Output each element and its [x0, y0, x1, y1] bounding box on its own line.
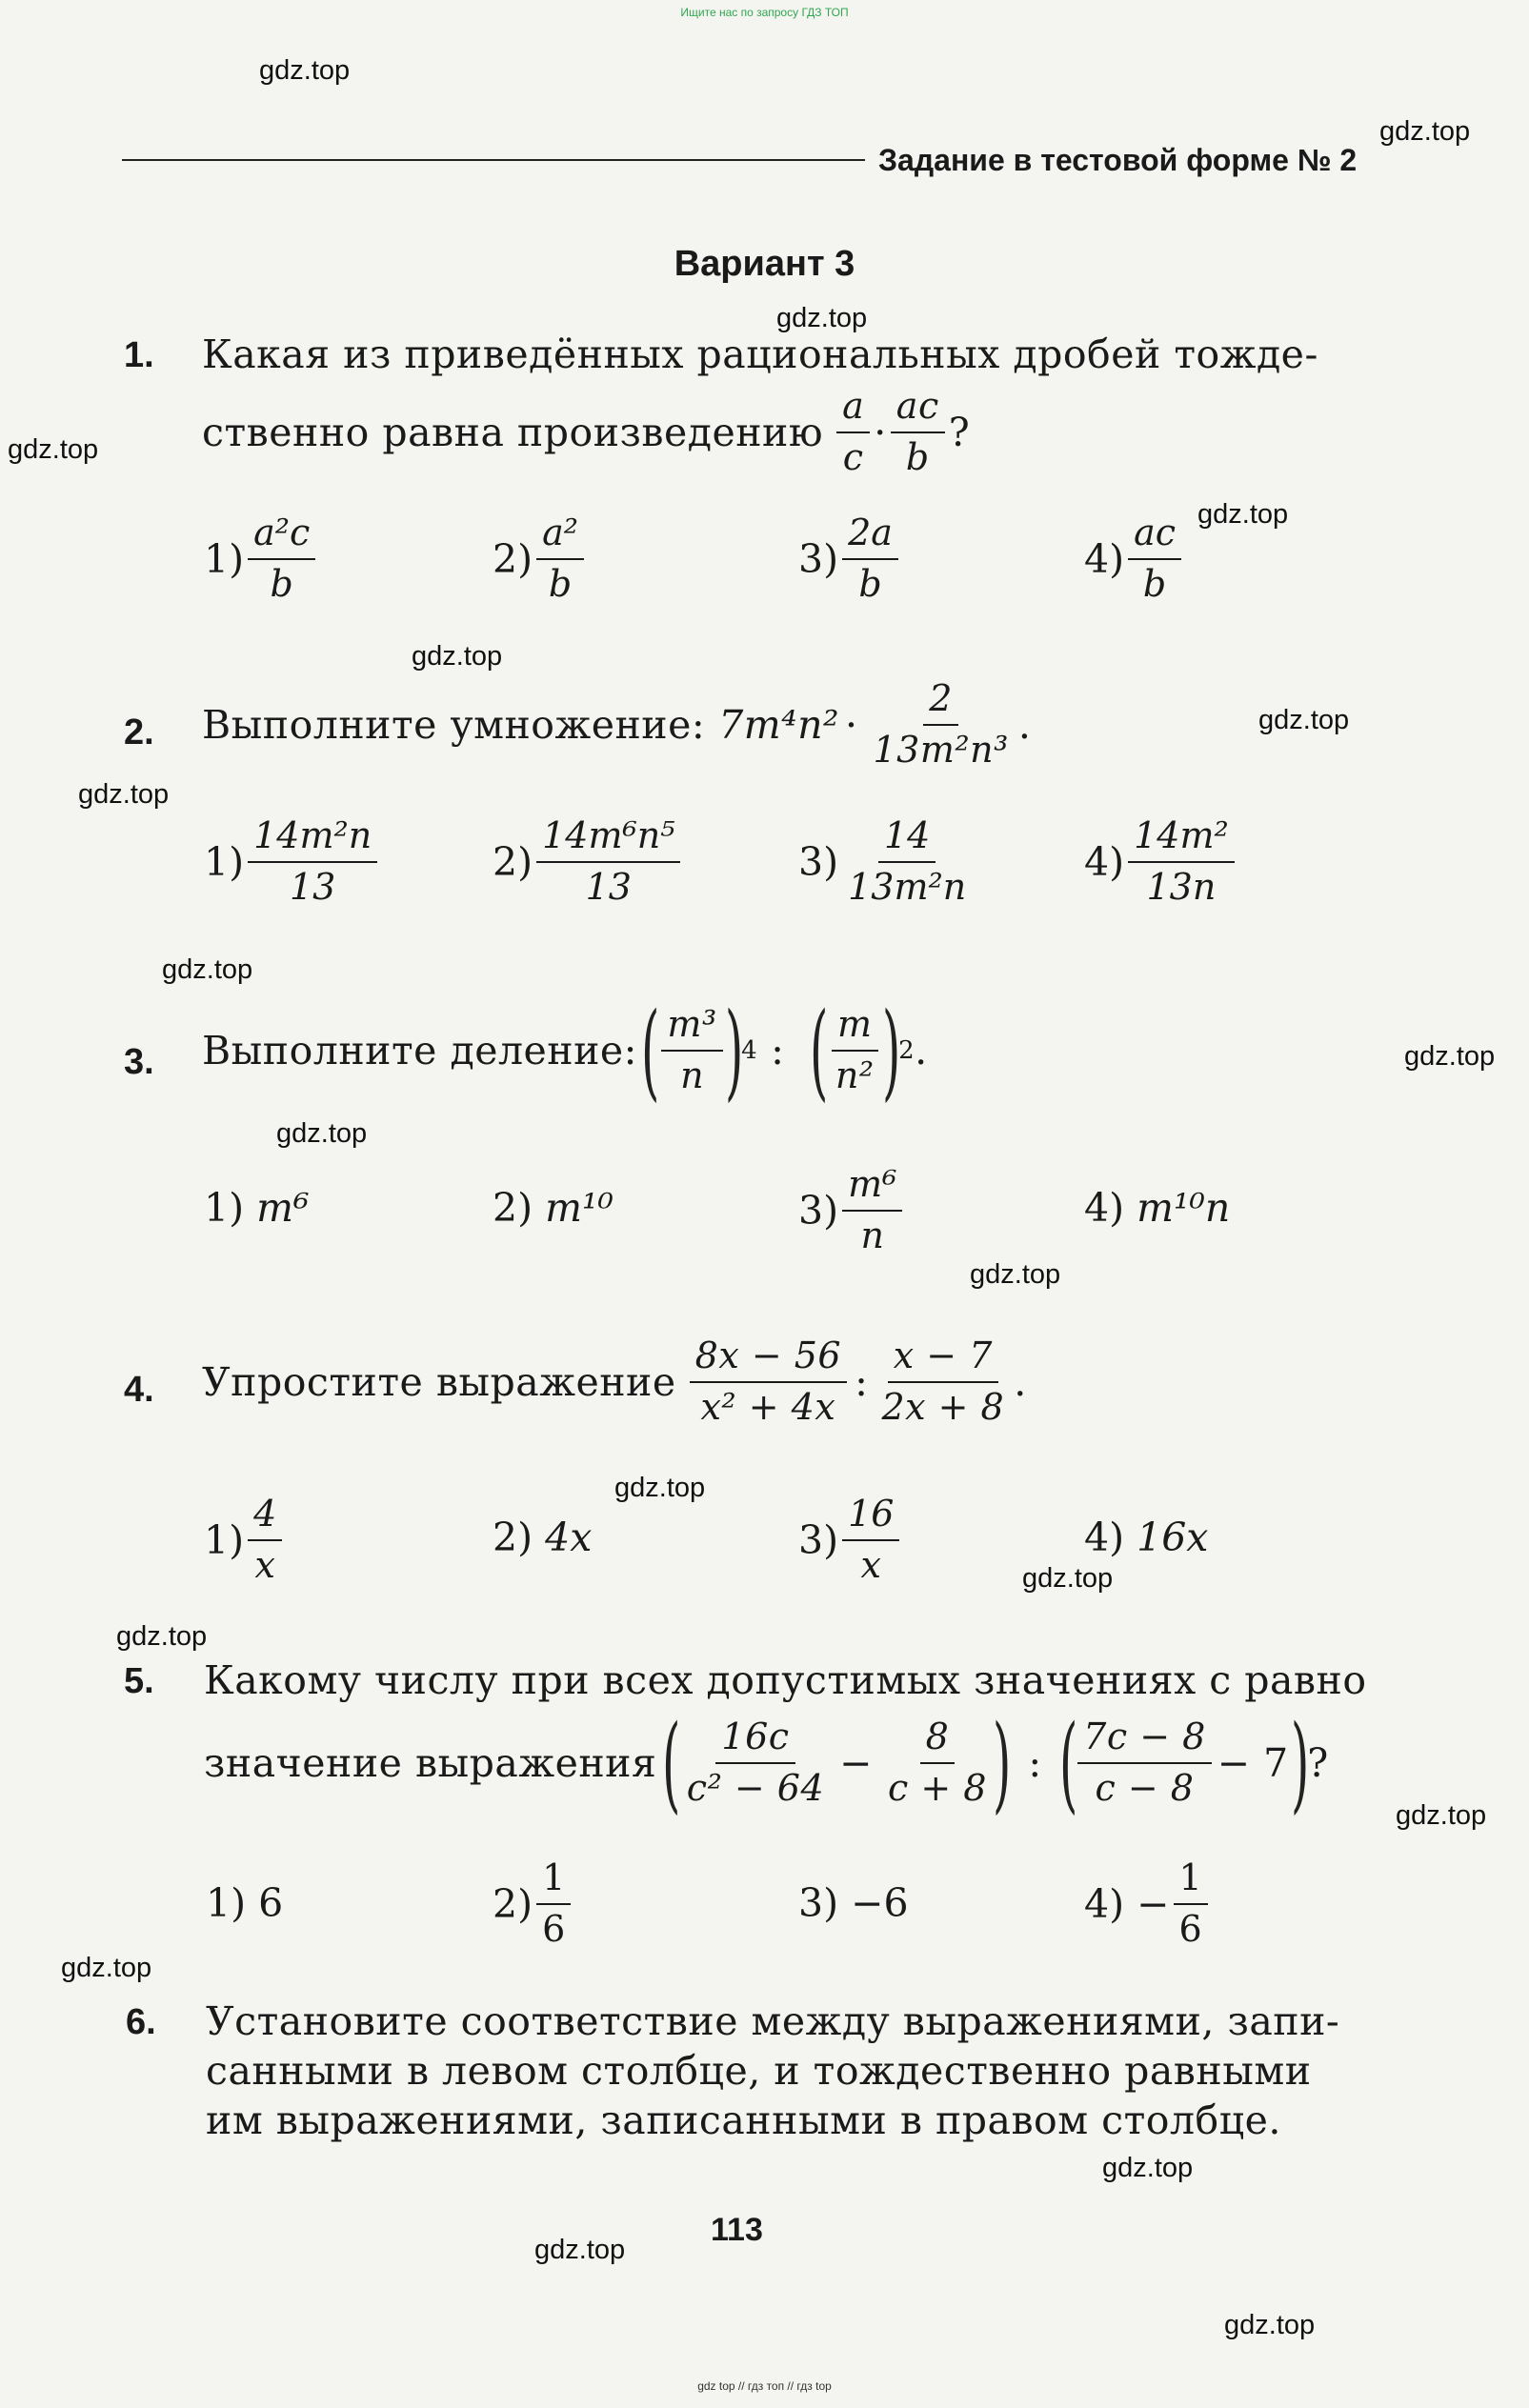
question-2-number: 2.: [124, 712, 154, 752]
watermark: gdz.top: [259, 55, 351, 86]
footer-banner: gdz top // гдз топ // гдз top: [697, 2379, 832, 2393]
header-rule: [122, 159, 865, 161]
q1-option-1: 1) $\frac{\text{a²c}}{b}$: [204, 512, 319, 605]
watermark: gdz.top: [1258, 705, 1350, 735]
q5-option-1: 1) 6: [206, 1880, 284, 1926]
watermark: gdz.top: [116, 1621, 208, 1652]
watermark: gdz.top: [61, 1953, 152, 1983]
watermark: gdz.top: [1396, 1800, 1487, 1831]
watermark: gdz.top: [412, 641, 503, 672]
q1-option-4: 4) $\frac{ac}{b}$: [1084, 512, 1185, 605]
question-1-number: 1.: [124, 335, 154, 375]
question-2-line: Выполните умножение: 7m⁴n² · $\frac{2}{\text{13m²n³}}$ .: [202, 677, 1032, 771]
watermark: gdz.top: [1379, 116, 1471, 147]
question-4-line: Упростите выражение $\frac{8x - 56}{\text{x² + 4x}}$ : $\frac{x - 7}{2x + 8}$ .: [202, 1334, 1027, 1428]
q5-option-4: 4) − $\frac{1}{6}$: [1084, 1857, 1212, 1950]
q2-option-2: 2) $\frac{\text{14m⁶n⁵}}{13}$: [493, 815, 684, 908]
question-6-line-3: им выражениями, записанными в правом столбце.: [206, 2097, 1281, 2143]
watermark: gdz.top: [1022, 1563, 1114, 1594]
question-6-line-2: санными в левом столбце, и тождественно равными: [206, 2048, 1312, 2094]
q4-option-4: 4) 16x: [1084, 1515, 1209, 1560]
q5-option-2: 2) $\frac{1}{6}$: [493, 1857, 574, 1950]
question-5-line-2: значение выражения ( $\frac{16c}{\text{c² − 64}}$ − $\frac{8}{c + 8}$ ) : ( $\frac{7c - 8}{c - 8}$ − 7 ) ?: [204, 1702, 1329, 1824]
q4-option-2: 2) 4x: [493, 1515, 593, 1560]
q1-fraction-a-c: $\frac{a}{c}$: [836, 386, 870, 478]
question-3-line: Выполните деление: ( $\frac{\text{m³}}{n}$ ) 4 : ( $\frac{m}{\text{n²}}$ ) 2 .: [202, 990, 928, 1112]
q4-option-1: 1) $\frac{4}{x}$: [204, 1494, 286, 1586]
watermark: gdz.top: [614, 1473, 706, 1503]
watermark: gdz.top: [162, 954, 253, 985]
q3-option-2: 2) m¹⁰: [493, 1185, 614, 1231]
watermark: gdz.top: [8, 434, 99, 465]
watermark: gdz.top: [1404, 1041, 1496, 1072]
q4-option-3: 3) $\frac{16}{x}$: [798, 1494, 903, 1586]
question-1-line-2: ственно равна произведению $\frac{a}{c}$ · $\frac{ac}{b}$ ?: [202, 385, 971, 478]
question-1-line-1: Какая из приведённых рациональных дробей тожде-: [202, 331, 1318, 377]
top-banner: Ищите нас по запросу ГДЗ ТОП: [680, 6, 849, 19]
watermark: gdz.top: [534, 2235, 626, 2265]
watermark: gdz.top: [1102, 2153, 1194, 2183]
q1-option-2: 2) $\frac{\text{a²}}{b}$: [493, 512, 588, 605]
q2-option-3: 3) $\frac{14}{\text{13m²n}}$: [798, 814, 967, 908]
question-5-number: 5.: [124, 1661, 154, 1701]
q2-option-1: 1) $\frac{\text{14m²n}}{13}$: [204, 815, 381, 908]
question-6-line-1: Установите соответствие между выражениями, запи-: [206, 1998, 1340, 2044]
q3-option-1: 1) m⁶: [204, 1185, 310, 1231]
question-6-number: 6.: [126, 2002, 156, 2042]
q3-option-4: 4) m¹⁰n: [1084, 1185, 1231, 1231]
question-1-text: ственно равна произведению: [202, 409, 824, 455]
page-number: 113: [711, 2212, 763, 2248]
q1-fraction-ac-b: $\frac{ac}{b}$: [891, 386, 945, 478]
q3-option-3: 3) $\frac{\text{m⁶}}{n}$: [798, 1164, 906, 1256]
q5-option-3: 3) −6: [798, 1880, 909, 1926]
watermark: gdz.top: [776, 303, 868, 333]
watermark: gdz.top: [970, 1259, 1061, 1290]
watermark: gdz.top: [1224, 2310, 1316, 2340]
q1-option-3: 3) $\frac{2a}{b}$: [798, 512, 902, 605]
q2-option-4: 4) $\frac{\text{14m²}}{13n}$: [1084, 815, 1238, 908]
question-4-number: 4.: [124, 1370, 154, 1410]
watermark: gdz.top: [276, 1118, 368, 1149]
question-5-line-1: Какому числу при всех допустимых значениях c равно: [204, 1657, 1367, 1703]
question-3-number: 3.: [124, 1042, 154, 1082]
variant-title: Вариант 3: [674, 244, 855, 284]
section-header: Задание в тестовой форме № 2: [878, 143, 1358, 177]
watermark: gdz.top: [1197, 499, 1289, 530]
watermark: gdz.top: [78, 779, 170, 810]
